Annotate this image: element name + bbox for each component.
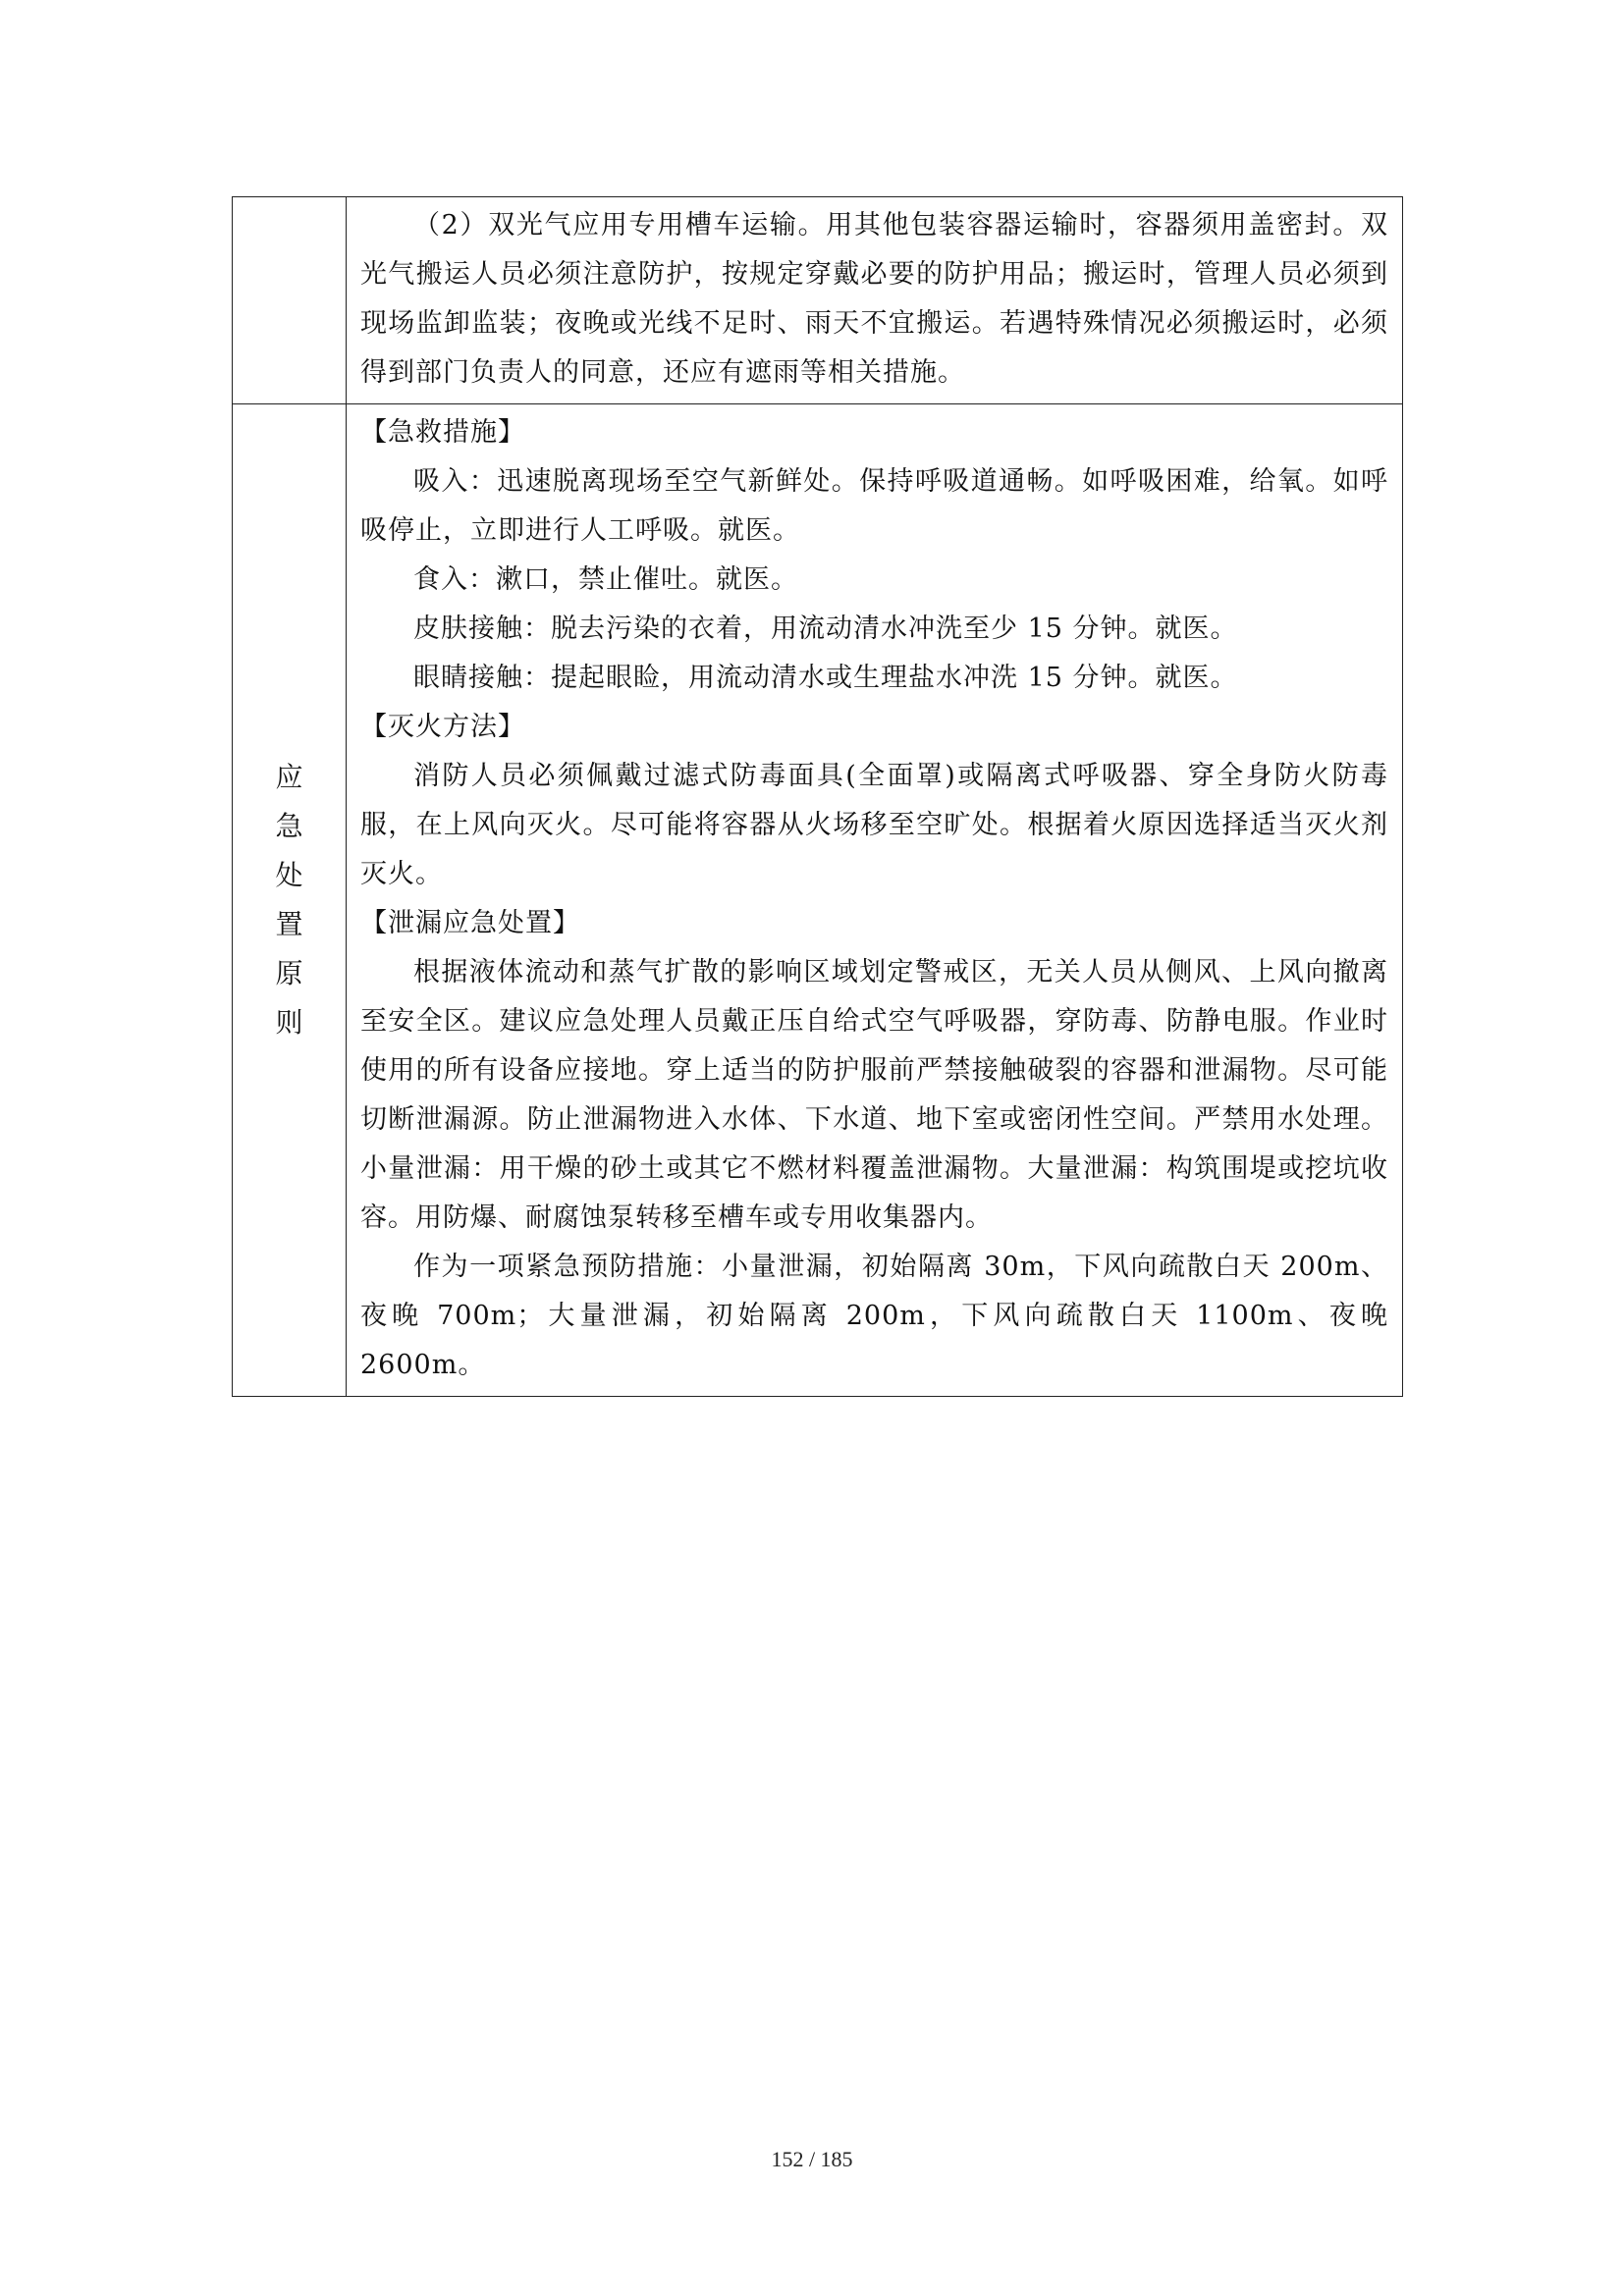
msds-table — [232, 196, 1403, 1397]
transport-paragraph: （2）双光气应用专用槽车运输。用其他包装容器运输时，容器须用盖密封。双光气搬运人员必须注意防护，按规定穿戴必要的防护用品；搬运时，管理人员必须到现场监卸监装；夜晚或光线不足时、雨天不宜搬运。若遇特殊情况必须搬运时，必须得到部门负责人的同意，还应有遮雨等相关措施。 — [360, 210, 1388, 388]
leak-paragraph: 根据液体流动和蒸气扩散的影响区域划定警戒区，无关人员从侧风、上风向撤离至安全区。建议应急处理人员戴正压自给式空气呼吸器，穿防毒、防静电服。作业时使用的所有设备应接地。穿上适当的防护服前严禁接触破裂的容器和泄漏物。尽可能切断泄漏源。防止泄漏物进入水体、下水道、地下室或密闭性空间。严禁用水处理。小量泄漏：用干燥的砂土或其它不燃材料覆盖泄漏物。大量泄漏：构筑围堤或挖坑收容。用防爆、耐腐蚀泵转移至槽车或专用收集器内。 — [360, 957, 1388, 1233]
fire-fighting-paragraph: 消防人员必须佩戴过滤式防毒面具(全面罩)或隔离式呼吸器、穿全身防火防毒服，在上风向灭火。尽可能将容器从火场移至空旷处。根据着火原因选择适当灭火剂灭火。 — [360, 761, 1388, 889]
label-char: 处 — [275, 859, 303, 891]
emergency-vertical-label — [270, 753, 309, 1047]
row-label-empty — [233, 197, 347, 404]
table-row-transport — [233, 197, 1403, 404]
label-char: 则 — [275, 1006, 303, 1039]
page-number: 152 / 185 — [771, 2147, 853, 2171]
label-char: 置 — [275, 908, 303, 940]
first-aid-skin: 皮肤接触：脱去污染的衣着，用流动清水冲洗至少 15 分钟。就医。 — [413, 614, 1238, 644]
first-aid-eyes: 眼睛接触：提起眼睑，用流动清水或生理盐水冲洗 15 分钟。就医。 — [413, 663, 1238, 693]
first-aid-ingestion: 食入：漱口，禁止催吐。就医。 — [413, 564, 798, 595]
label-char: 应 — [275, 761, 303, 793]
emergency-label-cell — [233, 404, 347, 1397]
transport-content-cell — [347, 197, 1403, 404]
leak-heading: 【泄漏应急处置】 — [360, 908, 580, 938]
emergency-content-cell — [347, 404, 1403, 1397]
first-aid-heading: 【急救措施】 — [360, 417, 525, 448]
table-row-emergency — [233, 404, 1403, 1397]
leak-isolation-paragraph: 作为一项紧急预防措施：小量泄漏，初始隔离 30m，下风向疏散白天 200m、夜晚 700m；大量泄漏，初始隔离 200m，下风向疏散白天 1100m、夜晚 2600m。 — [360, 1252, 1388, 1380]
label-char: 急 — [275, 810, 303, 842]
label-char: 原 — [275, 957, 303, 989]
fire-fighting-heading: 【灭火方法】 — [360, 712, 525, 742]
first-aid-inhalation: 吸入：迅速脱离现场至空气新鲜处。保持呼吸道通畅。如呼吸困难，给氧。如呼吸停止，立即进行人工呼吸。就医。 — [360, 466, 1388, 546]
